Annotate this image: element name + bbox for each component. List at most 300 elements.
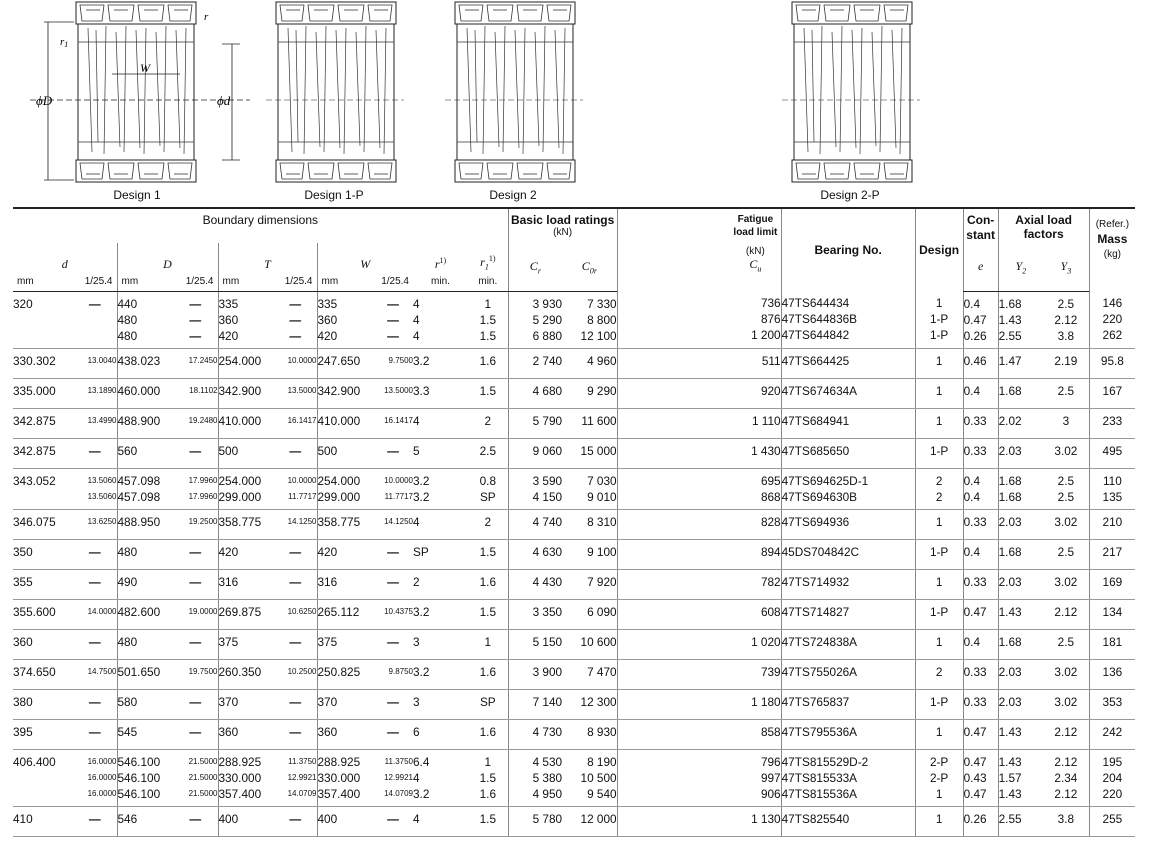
cell-Wi <box>373 291 413 348</box>
cell-W <box>317 378 373 408</box>
value-Di: — <box>189 443 202 458</box>
cell-d <box>13 408 73 438</box>
spacer-cell <box>617 569 730 599</box>
value-m: 242 <box>1102 724 1123 739</box>
value-r1: 1.5 <box>479 544 497 559</box>
value-des: 1 <box>935 724 943 739</box>
value-W: 410.000 <box>317 413 361 428</box>
cell-Wi <box>373 438 413 468</box>
value-e: 0.26 <box>963 811 987 826</box>
value-T: 420 <box>218 328 239 343</box>
cell-no <box>781 569 915 599</box>
value-d: 380 <box>13 694 33 709</box>
value-Y3: 2.5 <box>1057 544 1075 559</box>
value-di2: 16.0000 <box>87 772 117 782</box>
value-r1: 1.6 <box>479 353 497 368</box>
value-r: 4 <box>413 514 420 529</box>
value-di: 13.4990 <box>87 415 117 425</box>
cell-Di <box>173 719 218 749</box>
cell-m <box>1089 408 1135 438</box>
value-e: 0.33 <box>963 694 987 709</box>
cell-Y3 <box>1043 378 1089 408</box>
value-Y3: 2.5 <box>1057 634 1075 649</box>
value-di: — <box>88 811 101 826</box>
value-des: 1-P <box>929 694 949 709</box>
value-e: 0.4 <box>963 634 981 649</box>
cell-Wi <box>373 348 413 378</box>
value-Y2: 2.03 <box>998 514 1022 529</box>
value-W: 420 <box>317 328 338 343</box>
value-Di: — <box>189 724 202 739</box>
cell-des <box>915 659 963 689</box>
table-row <box>13 291 1135 348</box>
value-Y2: 2.03 <box>998 694 1022 709</box>
value-r1: 1 <box>484 296 492 311</box>
value-Y3: 2.34 <box>1054 770 1078 785</box>
value-d: 342.875 <box>13 443 56 458</box>
value-r: 3.2 <box>413 664 430 679</box>
value-C0r: 9 100 <box>587 544 617 559</box>
cell-m <box>1089 348 1135 378</box>
cell-di <box>73 599 117 629</box>
value-r1: 1.6 <box>479 574 497 589</box>
value-W: 360 <box>317 312 338 327</box>
cell-r <box>413 719 468 749</box>
value-W: 342.900 <box>317 383 361 398</box>
caption-design-1p: Design 1-P <box>304 188 364 202</box>
cell-Di <box>173 569 218 599</box>
cell-e <box>963 659 998 689</box>
cell-Y2 <box>998 408 1043 438</box>
table-row <box>13 509 1135 539</box>
value-Cu: 739 <box>760 664 781 679</box>
value-Y3: 2.5 <box>1057 473 1075 488</box>
value-Y2: 1.43 <box>998 604 1022 619</box>
cell-Y3 <box>1043 408 1089 438</box>
value-Y3: 2.5 <box>1057 489 1075 504</box>
value-C0r: 12 000 <box>580 811 617 826</box>
cell-D <box>117 291 173 348</box>
cell-Wi <box>373 719 413 749</box>
value-e: 0.33 <box>963 514 987 529</box>
value-C0r: 6 090 <box>587 604 617 619</box>
cell-Wi <box>373 599 413 629</box>
value-Di: 21.5000 <box>188 772 218 782</box>
table-row <box>13 569 1135 599</box>
cell-Cr <box>508 719 562 749</box>
cell-r1 <box>468 599 508 629</box>
spacer-cell <box>617 599 730 629</box>
value-C0r: 9 010 <box>587 489 617 504</box>
value-e: 0.4 <box>963 383 981 398</box>
cell-Cr <box>508 749 562 806</box>
value-no: 47TS644434 <box>781 296 850 310</box>
cell-Di <box>173 291 218 348</box>
cell-Y3 <box>1043 569 1089 599</box>
cell-T <box>218 468 274 509</box>
value-e: 0.4 <box>963 473 981 488</box>
value-W: 254.000 <box>317 473 361 488</box>
value-r1: 1.5 <box>479 811 497 826</box>
cell-C0r <box>562 408 617 438</box>
value-no: 47TS685650 <box>781 443 850 458</box>
value-D: 460.000 <box>117 383 161 398</box>
value-e: 0.47 <box>963 604 987 619</box>
value-Wi: — <box>387 694 399 709</box>
value-r: 3.2 <box>413 473 430 488</box>
cell-d <box>13 599 73 629</box>
value-Cr: 5 780 <box>532 811 563 826</box>
cell-Ti <box>274 749 317 806</box>
cell-Y3 <box>1043 806 1089 836</box>
cell-Cu <box>730 806 781 836</box>
value-Cu: 796 <box>760 754 781 769</box>
value-D: 546.100 <box>117 754 161 769</box>
cell-d <box>13 806 73 836</box>
value-di: 13.0040 <box>87 355 117 365</box>
cell-r1 <box>468 378 508 408</box>
value-e: 0.33 <box>963 664 987 679</box>
value-Y3: 3 <box>1062 413 1070 428</box>
cell-Y2 <box>998 719 1043 749</box>
value-Y2: 2.03 <box>998 443 1022 458</box>
value-d: 374.650 <box>13 664 56 679</box>
value-Y2: 2.03 <box>998 664 1022 679</box>
value-Cu: 608 <box>760 604 781 619</box>
value-Ti: — <box>289 574 302 589</box>
cell-W <box>317 468 373 509</box>
value-r1: 1.5 <box>479 383 497 398</box>
value-Cr: 2 740 <box>532 353 563 368</box>
value-di: 13.1890 <box>87 385 117 395</box>
cell-no <box>781 539 915 569</box>
value-Wi: — <box>387 574 399 589</box>
value-D: 488.950 <box>117 514 161 529</box>
header-basic-load: Basic load ratings (kN) <box>508 208 617 243</box>
value-Wi: — <box>387 328 399 343</box>
value-Cr: 3 900 <box>532 664 563 679</box>
cell-no <box>781 291 915 348</box>
cell-Y2 <box>998 806 1043 836</box>
value-r: 3.3 <box>413 383 430 398</box>
value-d: 342.875 <box>13 413 56 428</box>
value-Y2: 1.68 <box>998 634 1022 649</box>
value-Cu: 920 <box>760 383 781 398</box>
cell-r1 <box>468 291 508 348</box>
cell-Cr <box>508 291 562 348</box>
value-Wi: — <box>387 811 399 826</box>
value-Ti: — <box>289 296 302 311</box>
value-Ti: — <box>289 328 302 343</box>
cell-di <box>73 539 117 569</box>
cell-Di <box>173 806 218 836</box>
cell-C0r <box>562 689 617 719</box>
value-des: 2-P <box>929 770 949 785</box>
header-D: D mm 1/25.4 <box>117 243 218 291</box>
cell-W <box>317 348 373 378</box>
cell-Cu <box>730 719 781 749</box>
cell-D <box>117 569 173 599</box>
header-C0r: $C_{0r}$ <box>562 243 617 291</box>
cell-Cu <box>730 291 781 348</box>
value-T: 358.775 <box>218 514 262 529</box>
value-no: 47TS815529D-2 <box>781 754 869 769</box>
value-D: 457.098 <box>117 473 161 488</box>
header-W: W mm 1/25.4 <box>317 243 413 291</box>
cell-Ti <box>274 719 317 749</box>
value-Y3: 2.12 <box>1054 604 1078 619</box>
value-r: 2 <box>413 574 420 589</box>
cell-C0r <box>562 378 617 408</box>
cell-e <box>963 629 998 659</box>
value-Y3: 2.19 <box>1054 353 1078 368</box>
cell-Cr <box>508 659 562 689</box>
value-r: 3 <box>413 694 420 709</box>
value-W: 370 <box>317 694 338 709</box>
value-m: 353 <box>1102 694 1123 709</box>
cell-di <box>73 408 117 438</box>
cell-Wi <box>373 629 413 659</box>
value-D: 480 <box>117 328 138 343</box>
value-Wi: 11.7717 <box>384 491 413 501</box>
value-e: 0.33 <box>963 443 987 458</box>
value-Cr: 3 350 <box>532 604 563 619</box>
cell-T <box>218 438 274 468</box>
value-Di: 19.7500 <box>188 666 218 676</box>
cell-Cr <box>508 408 562 438</box>
cell-D <box>117 348 173 378</box>
cell-W <box>317 749 373 806</box>
value-des: 1-P <box>929 544 949 559</box>
table-row <box>13 629 1135 659</box>
cell-d <box>13 749 73 806</box>
cell-Cr <box>508 599 562 629</box>
value-W: 335 <box>317 296 338 311</box>
cell-Cr <box>508 539 562 569</box>
value-Cr: 4 630 <box>532 544 563 559</box>
value-des: 1 <box>935 811 943 826</box>
value-D: 480 <box>117 634 138 649</box>
value-no: 47TS755026A <box>781 664 858 679</box>
value-r1: 1.5 <box>479 604 497 619</box>
value-Di: 21.5000 <box>188 788 218 798</box>
value-d: 346.075 <box>13 514 56 529</box>
cell-des <box>915 569 963 599</box>
cell-Cu <box>730 749 781 806</box>
cell-T <box>218 378 274 408</box>
value-D: 438.023 <box>117 353 161 368</box>
value-Di: — <box>189 544 202 559</box>
cell-di <box>73 348 117 378</box>
value-d: 320 <box>13 296 33 311</box>
cell-Y2 <box>998 749 1043 806</box>
cell-Di <box>173 378 218 408</box>
value-no: 47TS694625D-1 <box>781 473 869 488</box>
cell-m <box>1089 659 1135 689</box>
cell-D <box>117 468 173 509</box>
value-no: 47TS724838A <box>781 634 858 649</box>
cell-des <box>915 806 963 836</box>
value-W: 420 <box>317 544 338 559</box>
value-Wi: 16.1417 <box>384 415 413 425</box>
cell-T <box>218 659 274 689</box>
cell-r <box>413 509 468 539</box>
value-e: 0.33 <box>963 574 987 589</box>
value-C0r: 12 100 <box>580 328 617 343</box>
value-W: 360 <box>317 724 338 739</box>
value-des: 1-P <box>929 328 949 342</box>
value-Cr: 5 290 <box>532 312 563 327</box>
label-r1: r1 <box>60 36 69 49</box>
cell-C0r <box>562 569 617 599</box>
value-Y2: 1.68 <box>998 473 1022 488</box>
value-Y3: 3.02 <box>1054 514 1078 529</box>
value-Y3: 2.12 <box>1054 724 1078 739</box>
cell-Cr <box>508 438 562 468</box>
cell-r1 <box>468 468 508 509</box>
cell-C0r <box>562 348 617 378</box>
spacer-cell <box>617 539 730 569</box>
cell-Wi <box>373 659 413 689</box>
cell-no <box>781 599 915 629</box>
cell-e <box>963 509 998 539</box>
cell-Cr <box>508 378 562 408</box>
value-des: 1 <box>935 634 943 649</box>
cell-m <box>1089 509 1135 539</box>
value-W: 299.000 <box>317 489 361 504</box>
value-D: 482.600 <box>117 604 161 619</box>
value-Y2: 1.68 <box>998 383 1022 398</box>
table-row <box>13 408 1135 438</box>
value-m: 181 <box>1102 634 1123 649</box>
value-m: 217 <box>1102 544 1123 559</box>
value-Y3: 3.02 <box>1054 694 1078 709</box>
header-spacer <box>617 208 730 291</box>
value-r: 6.4 <box>413 754 430 769</box>
cell-W <box>317 629 373 659</box>
cell-r <box>413 378 468 408</box>
table-row <box>13 348 1135 378</box>
value-des: 1 <box>935 413 943 428</box>
cell-no <box>781 468 915 509</box>
cell-Cu <box>730 438 781 468</box>
spacer-cell <box>617 291 730 348</box>
cell-Ti <box>274 291 317 348</box>
value-T: 420 <box>218 544 239 559</box>
cell-m <box>1089 749 1135 806</box>
value-des: 1-P <box>929 312 949 326</box>
cell-Y3 <box>1043 468 1089 509</box>
cell-T <box>218 408 274 438</box>
value-Cu: 695 <box>760 473 781 488</box>
cell-C0r <box>562 291 617 348</box>
value-m: 169 <box>1102 574 1123 589</box>
cell-r <box>413 291 468 348</box>
value-e: 0.47 <box>963 312 987 327</box>
cell-no <box>781 348 915 378</box>
cell-Ti <box>274 539 317 569</box>
cell-Di <box>173 539 218 569</box>
value-di: 13.5060 <box>87 475 117 485</box>
cell-m <box>1089 719 1135 749</box>
cell-e <box>963 719 998 749</box>
value-di: — <box>88 724 101 739</box>
cell-W <box>317 689 373 719</box>
cell-d <box>13 438 73 468</box>
cell-C0r <box>562 539 617 569</box>
cell-D <box>117 659 173 689</box>
cell-W <box>317 291 373 348</box>
table-row <box>13 749 1135 806</box>
value-di: 14.7500 <box>87 666 117 676</box>
cell-Cu <box>730 468 781 509</box>
cell-des <box>915 468 963 509</box>
cell-e <box>963 408 998 438</box>
cell-des <box>915 408 963 438</box>
cell-Ti <box>274 599 317 629</box>
cell-Cu <box>730 378 781 408</box>
value-Cu: 876 <box>760 312 781 326</box>
value-no: 47TS795536A <box>781 724 858 739</box>
table-row <box>13 378 1135 408</box>
value-Y2: 1.68 <box>998 489 1022 504</box>
cell-m <box>1089 438 1135 468</box>
value-Di: 17.9960 <box>188 475 218 485</box>
value-no: 47TS684941 <box>781 413 850 428</box>
value-Cu: 828 <box>760 514 781 529</box>
value-C0r: 10 500 <box>580 770 617 785</box>
value-T: 269.875 <box>218 604 262 619</box>
cell-di <box>73 378 117 408</box>
bearing-spec-table <box>13 207 1135 837</box>
cell-D <box>117 509 173 539</box>
value-Cu: 868 <box>760 489 781 504</box>
value-des: 2 <box>935 489 943 504</box>
cell-m <box>1089 539 1135 569</box>
cell-Di <box>173 509 218 539</box>
value-des: 1 <box>935 574 943 589</box>
value-Ti: 11.7717 <box>288 491 317 501</box>
cell-d <box>13 569 73 599</box>
value-C0r: 7 470 <box>587 664 617 679</box>
value-T: 360 <box>218 312 239 327</box>
value-C0r: 8 800 <box>587 312 617 327</box>
cell-d <box>13 629 73 659</box>
cell-T <box>218 629 274 659</box>
cell-Di <box>173 629 218 659</box>
header-r1: $r_1^{1)}$ min. <box>468 243 508 291</box>
value-Wi: — <box>387 312 399 327</box>
cell-Di <box>173 689 218 719</box>
cell-Di <box>173 659 218 689</box>
value-T: 500 <box>218 443 239 458</box>
cell-C0r <box>562 629 617 659</box>
value-d: 410 <box>13 811 33 826</box>
value-r1: 2.5 <box>479 443 497 458</box>
cell-m <box>1089 689 1135 719</box>
value-C0r: 9 290 <box>587 383 617 398</box>
value-Cr: 4 530 <box>532 754 563 769</box>
value-r: 4 <box>413 328 420 343</box>
value-Ti: 12.9921 <box>287 772 317 782</box>
cell-Y2 <box>998 659 1043 689</box>
cell-Cr <box>508 509 562 539</box>
cell-d <box>13 689 73 719</box>
cell-C0r <box>562 438 617 468</box>
table-row <box>13 468 1135 509</box>
value-d: 350 <box>13 544 33 559</box>
value-C0r: 8 930 <box>587 724 617 739</box>
